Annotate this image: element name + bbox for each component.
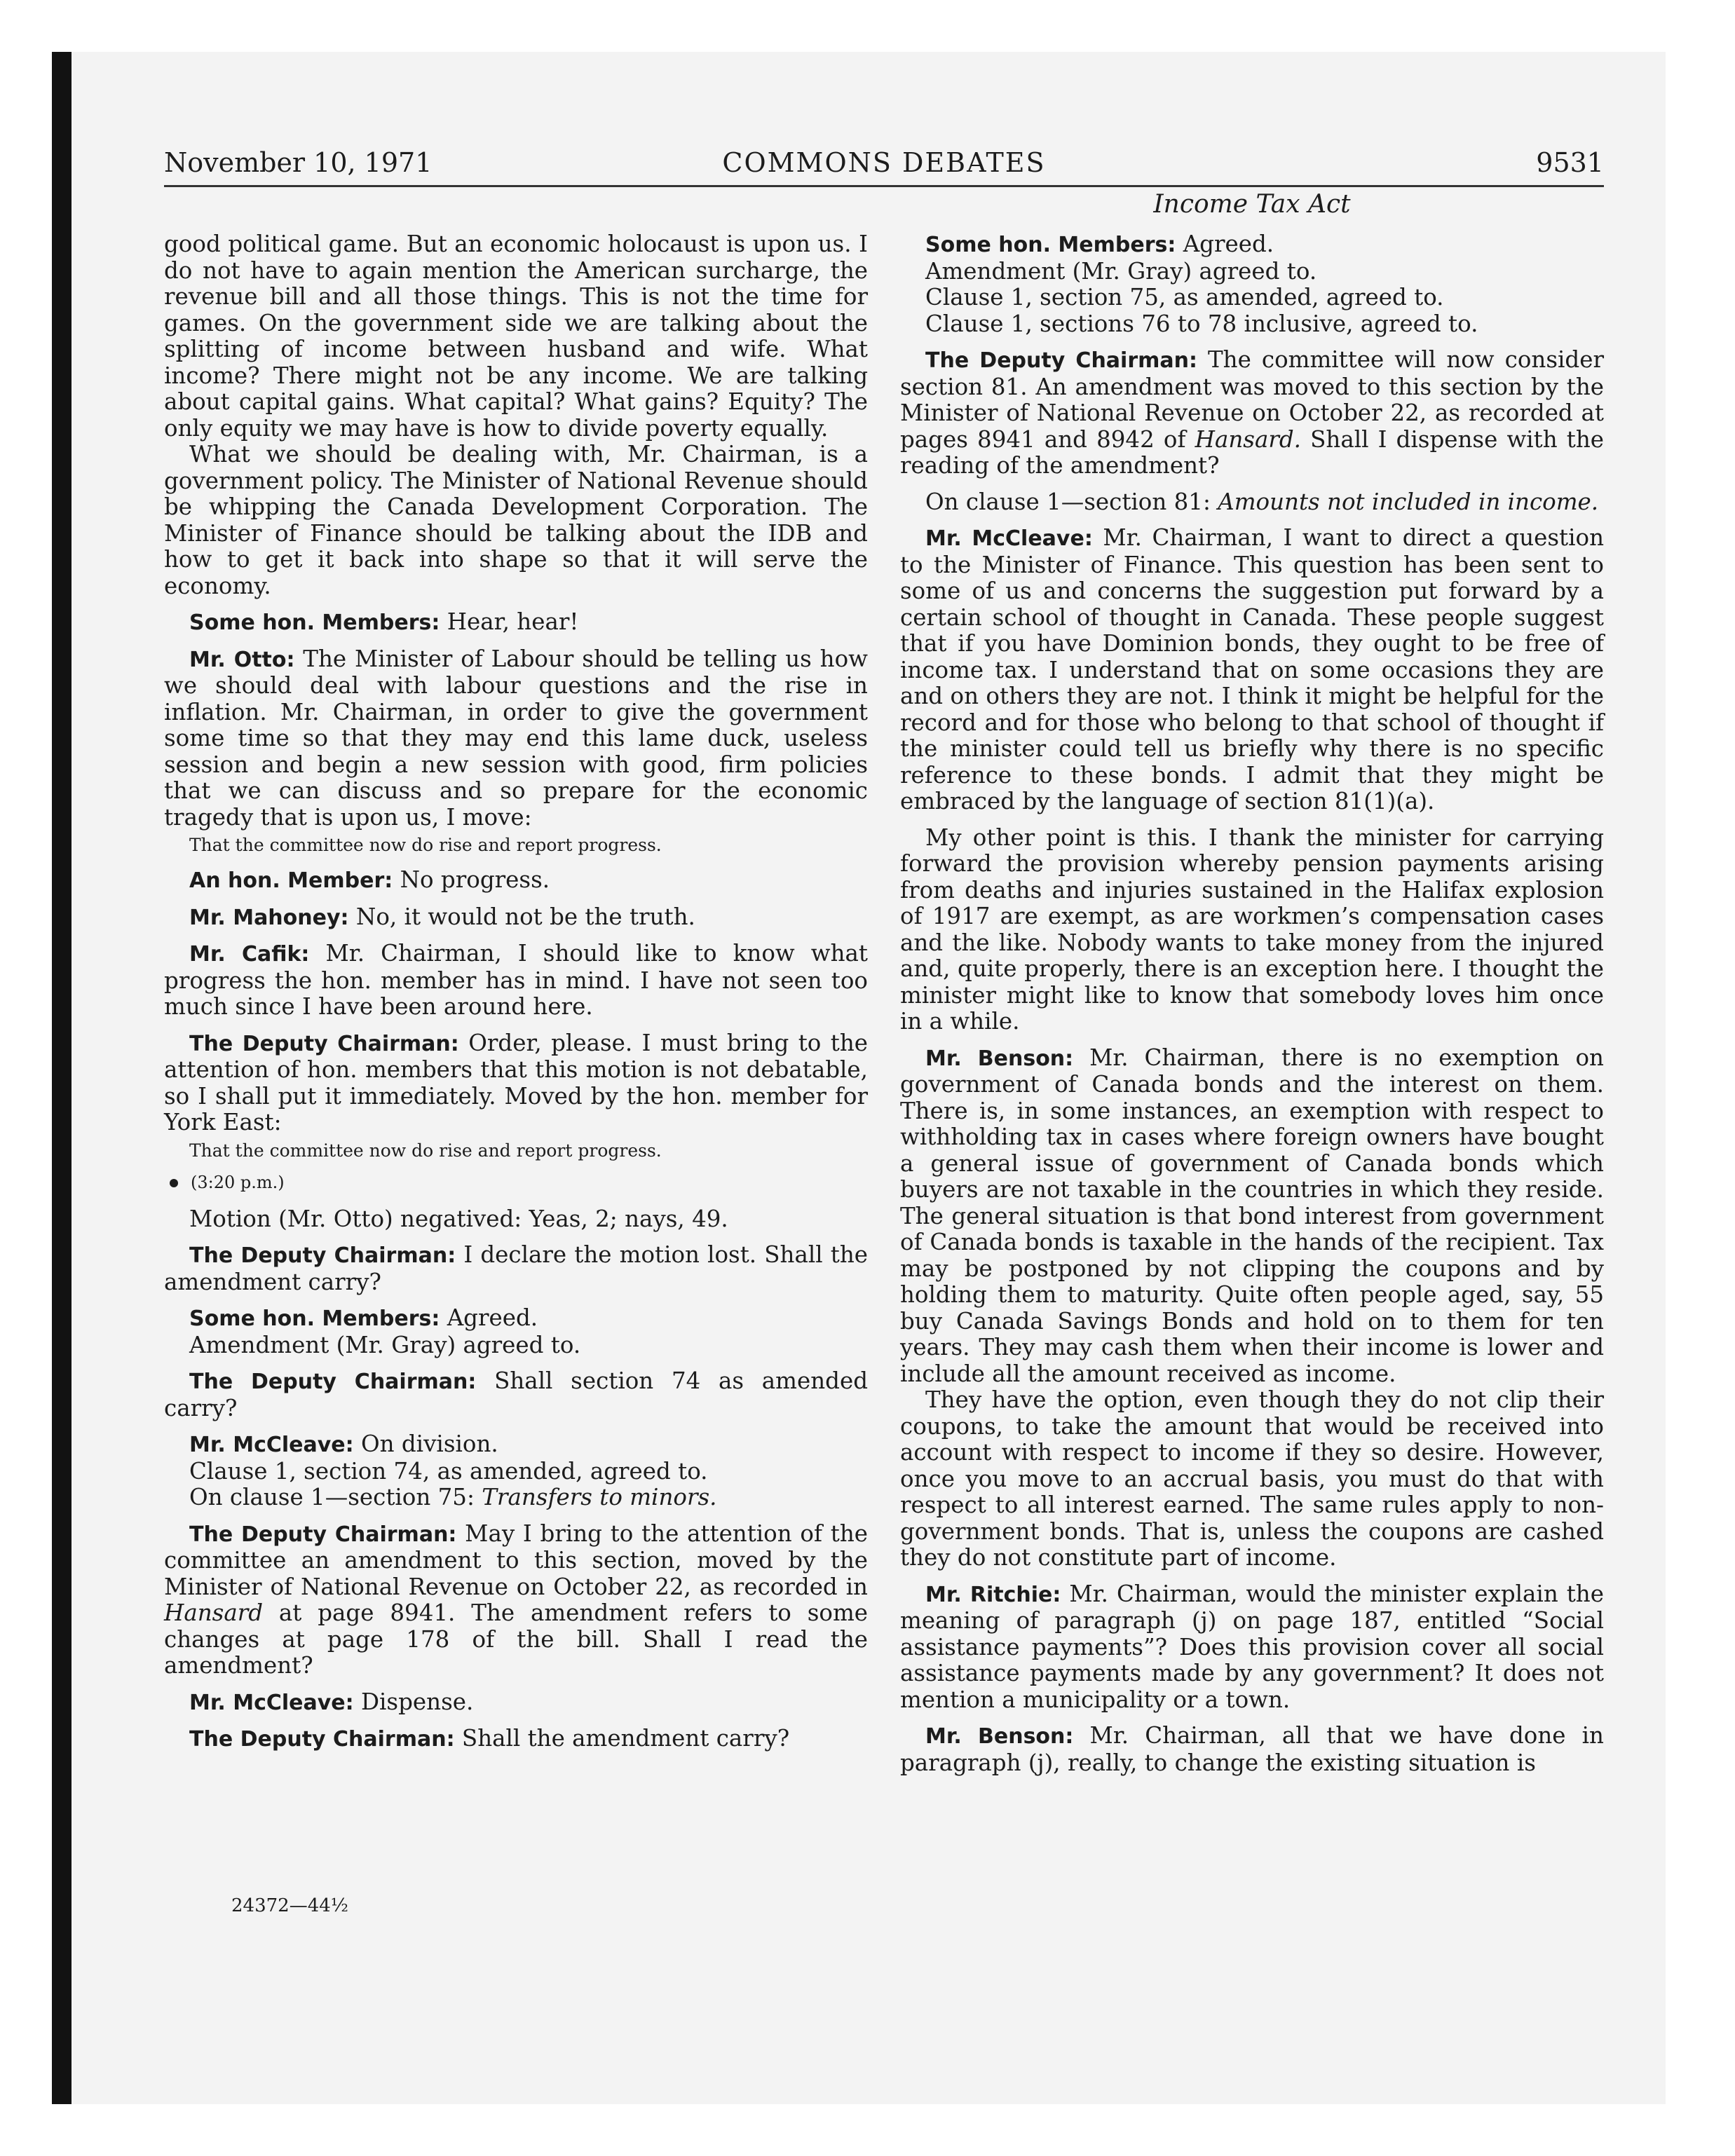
speech xyxy=(900,525,1604,815)
paragraph: Clause 1, section 75, as amended, agreed to. xyxy=(925,284,1444,311)
paragraph: What we should be dealing with, Mr. Chairman, is a government policy. The Minister of National Revenue should be whipping the Canada Development Corporation. The Minister of Finance should be talking about the IDB and how to get it back into shape so that it will serve the economy. xyxy=(164,441,868,599)
speech-text: The Minister of Labour should be telling us how we should deal with labour questions and the rise in inflation. Mr. Chairman, in order to give the government some time so that they may end this lame duck, useless session and begin a new session with good, firm policies that we can discuss and so prepare for the economic tragedy that is upon us, I move: xyxy=(164,645,868,831)
section-subheader: Income Tax Act xyxy=(1153,190,1351,219)
clause-heading xyxy=(164,1485,868,1511)
clause-text: On clause 1—section 75: xyxy=(189,1484,482,1510)
paragraph: Clause 1, sections 76 to 78 inclusive, agreed to. xyxy=(925,310,1478,337)
speech-text: Hear, hear! xyxy=(440,608,579,635)
paragraph: Amendment (Mr. Gray) agreed to. xyxy=(925,257,1317,285)
speech xyxy=(900,1045,1604,1388)
speech xyxy=(164,1305,868,1332)
speech xyxy=(164,1689,868,1717)
speaker-name: An hon. Member: xyxy=(189,868,393,893)
speech xyxy=(164,1030,868,1136)
speaker-name: The Deputy Chairman: xyxy=(189,1727,455,1752)
speech-italic: Hansard. xyxy=(1195,425,1302,453)
speech-text: Shall section 74 as amended carry? xyxy=(164,1367,868,1421)
speech xyxy=(900,347,1604,479)
speech-italic: Hansard xyxy=(164,1599,264,1626)
speech xyxy=(164,1431,868,1459)
left-column xyxy=(164,231,868,1753)
time-marker xyxy=(164,1168,868,1196)
speech-text: No progress. xyxy=(393,866,550,893)
speaker-name: The Deputy Chairman: xyxy=(925,348,1197,373)
time-text: (3:20 p.m.) xyxy=(191,1172,285,1192)
header-date: November 10, 1971 xyxy=(164,147,433,178)
motion-text: That the committee now do rise and report progress. xyxy=(189,1140,662,1161)
speech-text: Agreed. xyxy=(1176,231,1274,257)
speaker-name: Mr. Mahoney: xyxy=(189,905,349,930)
speaker-name: Mr. Ritchie: xyxy=(925,1582,1061,1607)
speaker-name: Mr. McCleave: xyxy=(925,526,1093,551)
speech-text: Dispense. xyxy=(353,1688,474,1715)
paragraph: Amendment (Mr. Gray) agreed to. xyxy=(189,1331,581,1358)
speaker-name: Some hon. Members: xyxy=(189,1306,440,1331)
header-page-number: 9531 xyxy=(1536,147,1604,178)
speech-text: On division. xyxy=(353,1431,498,1457)
speech xyxy=(164,1726,868,1753)
page-header xyxy=(164,143,1604,187)
speaker-name: Some hon. Members: xyxy=(189,610,440,635)
speech-text: I declare the motion lost. Shall the amendment carry? xyxy=(164,1241,868,1295)
paragraph: Clause 1, section 74, as amended, agreed to. xyxy=(189,1457,708,1485)
speech xyxy=(900,231,1604,259)
speech-text: The committee will now consider section 81. An amendment was moved to this section by the Minister of National Revenue on October 22, as recorded at pages 8941 and 8942 of xyxy=(900,346,1605,453)
speaker-name: The Deputy Chairman: xyxy=(189,1031,459,1056)
speech-text: Agreed. xyxy=(440,1304,538,1331)
speech-text: Shall I dispense with the reading of the amendment? xyxy=(900,425,1604,479)
speech-text: Mr. Chairman, I should like to know what progress the hon. member has in mind. I have not seen too much since I have been around here. xyxy=(164,940,868,1020)
speaker-name: Mr. Benson: xyxy=(925,1724,1074,1749)
speaker-name: Mr. McCleave: xyxy=(189,1433,354,1457)
paragraph: Motion (Mr. Otto) negatived: Yeas, 2; nays, 49. xyxy=(189,1205,728,1232)
paragraph: My other point is this. I thank the minister for carrying forward the provision whereby pension payments arising from deaths and injuries sustained in the Halifax explosion of 1917 are exempt, as are workmen’s compensation cases and the like. Nobody wants to take money from the injured and, quite properly, there is an exception here. I thought the minister might like to know that somebody loves him once in a while. xyxy=(900,824,1604,1035)
scan-edge-shadow xyxy=(52,52,72,2104)
paragraph: good political game. But an economic holocaust is upon us. I do not have to again mention the American surcharge, the revenue bill and all those things. This is not the time for games. On the government side we are talking about the splitting of income between husband and wife. What income? There might not be any income. We are talking about capital gains. What capital? What gains? Equity? The only equity we may have is how to divide poverty equally. xyxy=(164,231,868,442)
speech-text: May I bring to the attention of the committee an amendment to this section, moved by the Minister of National Revenue on October 22, as recorded in xyxy=(164,1520,868,1600)
motion-text: That the committee now do rise and report progress. xyxy=(189,835,662,855)
clause-heading xyxy=(900,489,1604,516)
speech xyxy=(164,941,868,1021)
bullet-icon xyxy=(170,1179,178,1187)
footer-code: 24372—44½ xyxy=(231,1895,348,1916)
speech-text: Mr. Chairman, there is no exemption on government of Canada bonds and the interest on them. There is, in some instances, an exemption with respect to withholding tax in cases where foreign owners have bought a general issue of government of Canada bonds which buyers are not taxable in the countries in which they reside. The general situation is that bond interest from government of Canada bonds is taxable in the hands of the recipient. Tax may be postponed by not clipping the coupons and by holding them to maturity. Quite often people aged, say, 55 buy Canada Savings Bonds and hold on to them for ten years. They may cash them when their income is lower and include all the amount received as income. xyxy=(900,1044,1604,1387)
speech-text: Shall the amendment carry? xyxy=(454,1725,790,1752)
header-title: COMMONS DEBATES xyxy=(722,147,1046,178)
speaker-name: The Deputy Chairman: xyxy=(189,1243,456,1268)
speech xyxy=(900,1723,1604,1776)
speaker-name: Mr. Otto: xyxy=(189,647,295,672)
speech xyxy=(164,1368,868,1421)
speaker-name: Mr. Cafik: xyxy=(189,942,310,967)
clause-text: On clause 1—section 81: xyxy=(925,488,1218,515)
clause-title: Amounts not included in income. xyxy=(1218,488,1599,515)
speech-text: Order, please. I must bring to the attention of hon. members that this motion is not debatable, so I shall put it immediately. Moved by the hon. member for York East: xyxy=(164,1029,869,1135)
speaker-name: The Deputy Chairman: xyxy=(189,1370,477,1394)
clause-title: Transfers to minors. xyxy=(482,1484,717,1510)
paragraph: They have the option, even though they do not clip their coupons, to take the amount that would be received into account with respect to income if they so desire. However, once you move to an accrual basis, you must do that with respect to all interest earned. The same rules apply to non-government bonds. That is, unless the coupons are cashed they do not constitute part of income. xyxy=(900,1386,1604,1571)
speech-text: Mr. Chairman, I want to direct a question to the Minister of Finance. This question has been sent to some of us and concerns the suggestion put forward by a certain school of thought in Canada. These people suggest that if you have Dominion bonds, they ought to be free of income tax. I understand that on some occasions they are and on others they are not. I think it might be helpful for the record and for those who belong to that school of thought if the minister could tell us briefly why there is no specific reference to these bonds. I admit that they might be embraced by the language of section 81(1)(a). xyxy=(900,524,1605,814)
speaker-name: Some hon. Members: xyxy=(925,233,1176,257)
speech-text: No, it would not be the truth. xyxy=(348,903,695,930)
speech xyxy=(900,1581,1604,1714)
speech xyxy=(164,904,868,932)
speaker-name: Mr. Benson: xyxy=(925,1046,1074,1071)
speech xyxy=(164,1521,868,1679)
speaker-name: The Deputy Chairman: xyxy=(189,1522,457,1547)
speech-text: at page 8941. The amendment refers to some changes at page 178 of the bill. Shall I read the amendment? xyxy=(164,1599,868,1679)
speech-text: Mr. Chairman, all that we have done in paragraph (j), really, to change the existing situation is xyxy=(900,1722,1604,1776)
speech xyxy=(164,1242,868,1295)
speech xyxy=(164,646,868,831)
speech-text: Mr. Chairman, would the minister explain the meaning of paragraph (j) on page 187, entitled “Social assistance payments”? Does this provision cover all social assistance payments made by any government? It does not mention a municipality or a town. xyxy=(900,1580,1604,1713)
speaker-name: Mr. McCleave: xyxy=(189,1690,354,1715)
right-column xyxy=(900,231,1604,1776)
speech xyxy=(164,867,868,894)
speech xyxy=(164,609,868,636)
